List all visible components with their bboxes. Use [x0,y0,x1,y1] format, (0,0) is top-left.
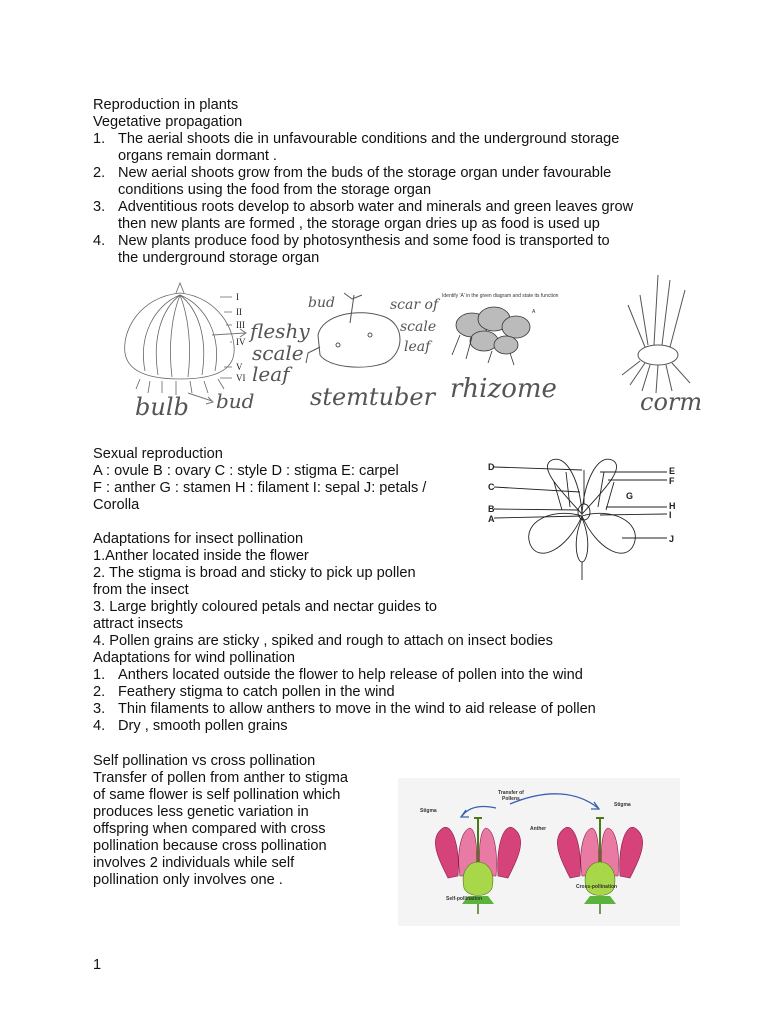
list-item-number: 3. [93,701,106,717]
list-item-text: Thin filaments to allow anthers to move in the wind to aid release of pollen [118,701,596,717]
hand-scale: scale [400,319,437,335]
pointer-line [494,487,580,492]
selfcross-line: pollination only involves one . [93,872,283,888]
insect-line: 2. The stigma is broad and sticky to pick up pollen [93,565,416,581]
list-item-number: 1. [93,131,106,147]
selfcross-line: Transfer of pollen from anther to stigma [93,770,348,786]
flower-label-b: B [488,504,495,514]
list-item-text: Anthers located outside the flower to help release of pollen into the wind [118,667,583,683]
sexual-heading: Sexual reproduction [93,446,223,462]
hand-bud: bud [308,295,335,311]
storage-organs-figure [100,275,740,425]
list-item-number: 4. [93,233,106,249]
selfcross-heading: Self pollination vs cross pollination [93,753,316,769]
self-pollination-label: Self-pollination [446,896,483,902]
flower-label-i: I [669,510,672,520]
arrow-icon [212,329,246,337]
stigma-label-right: Stigma [614,802,631,808]
sexual-line: Corolla [93,497,140,513]
insect-line: 4. Pollen grains are sticky , spiked and rough to attach on insect bodies [93,633,553,649]
insect-line: 3. Large brightly coloured petals and nectar guides to [93,599,437,615]
selfcross-line: involves 2 individuals while self [93,855,295,871]
flower-label-h: H [669,501,676,511]
bulb-label: VI [236,373,246,383]
hand-leaf: leaf [404,339,431,355]
bulb-label: II [236,307,242,317]
selfcross-line: pollination because cross pollination [93,838,327,854]
bulb-label: III [236,320,245,330]
flower-label-f: F [669,476,675,486]
list-item-text: New aerial shoots grow from the buds of the storage organ under favourable [118,165,612,181]
pointer-line [494,509,578,510]
rhizome-drawing [452,307,530,365]
insect-line: attract insects [93,616,184,632]
transfer-label: Transfer of [498,790,524,796]
pollination-diagram [398,778,680,926]
bulb-label: I [236,292,239,302]
rhizome-caption: Identify 'A' in the given diagram and state its function [442,293,559,299]
hand-corm: corm [640,388,703,416]
anther-label: Anther [530,826,547,832]
bulb-drawing [125,283,234,395]
list-item-number: 3. [93,199,106,215]
arrow-icon [188,393,213,404]
page-title: Reproduction in plants [93,97,239,113]
hand-scale: scale [252,341,304,365]
insect-line: 1.Anther located inside the flower [93,548,309,564]
transfer-label: Pollens [502,796,520,802]
list-item-text: Adventitious roots develop to absorb water and minerals and green leaves grow [118,199,634,215]
selfcross-line: offspring when compared with cross [93,821,326,837]
list-item-text: The aerial shoots die in unfavourable conditions and the underground storage [118,131,620,147]
list-item-text: conditions using the food from the storage organ [118,182,432,198]
flower-diagram [482,452,692,582]
list-item-number: 2. [93,684,106,700]
list-item-text: then new plants are formed , the storage organ dries up as food is used up [118,216,600,232]
list-item-number: 2. [93,165,106,181]
list-item-text: Feathery stigma to catch pollen in the wind [118,684,395,700]
selfcross-line: produces less genetic variation in [93,804,309,820]
stigma-label-left: Stigma [420,808,437,814]
petal-shape [582,513,635,553]
hand-bulb: bulb [135,393,189,421]
flower-label-g: G [626,491,634,501]
hand-fleshy: fleshy [250,319,310,343]
flower-label-a: A [488,514,495,524]
selfcross-line: of same flower is self pollination which [93,787,341,803]
cross-pollination-label: Cross-pollination [576,884,618,890]
list-item-number: 1. [93,667,106,683]
list-item-text: the underground storage organ [118,250,320,266]
hand-scar: scar of [390,297,439,313]
list-item-text: Dry , smooth pollen grains [118,718,288,734]
list-item-number: 4. [93,718,106,734]
pointer-line [494,516,582,518]
hand-bud: bud [216,389,255,413]
wind-heading: Adaptations for wind pollination [93,650,296,666]
insect-line: from the insect [93,582,189,598]
petal-shape [547,459,582,514]
insect-heading: Adaptations for insect pollination [93,531,304,547]
vegetative-heading: Vegetative propagation [93,114,243,130]
flower-label-c: C [488,482,495,492]
flower-label-d: D [488,462,495,472]
hand-rhizome: rhizome [450,374,557,404]
hand-leaf: leaf [252,362,290,386]
rhizome-marker: A [532,309,536,315]
list-item-text: New plants produce food by photosynthesis and some food is transported to [118,233,610,249]
sexual-line: F : anther G : stamen H : filament I: sepal J: petals / [93,480,427,496]
sexual-line: A : ovule B : ovary C : style D : stigma E: carpel [93,463,399,479]
bulb-label: IV [236,337,246,347]
hand-stemtuber: stemtuber [310,383,436,411]
corm-drawing [622,275,690,393]
list-item-text: organs remain dormant . [118,148,277,164]
flower-label-j: J [669,534,675,544]
flower-label-e: E [669,466,676,476]
petal-shape [529,513,582,553]
bulb-label: V [236,362,243,372]
page-number: 1 [93,957,102,973]
